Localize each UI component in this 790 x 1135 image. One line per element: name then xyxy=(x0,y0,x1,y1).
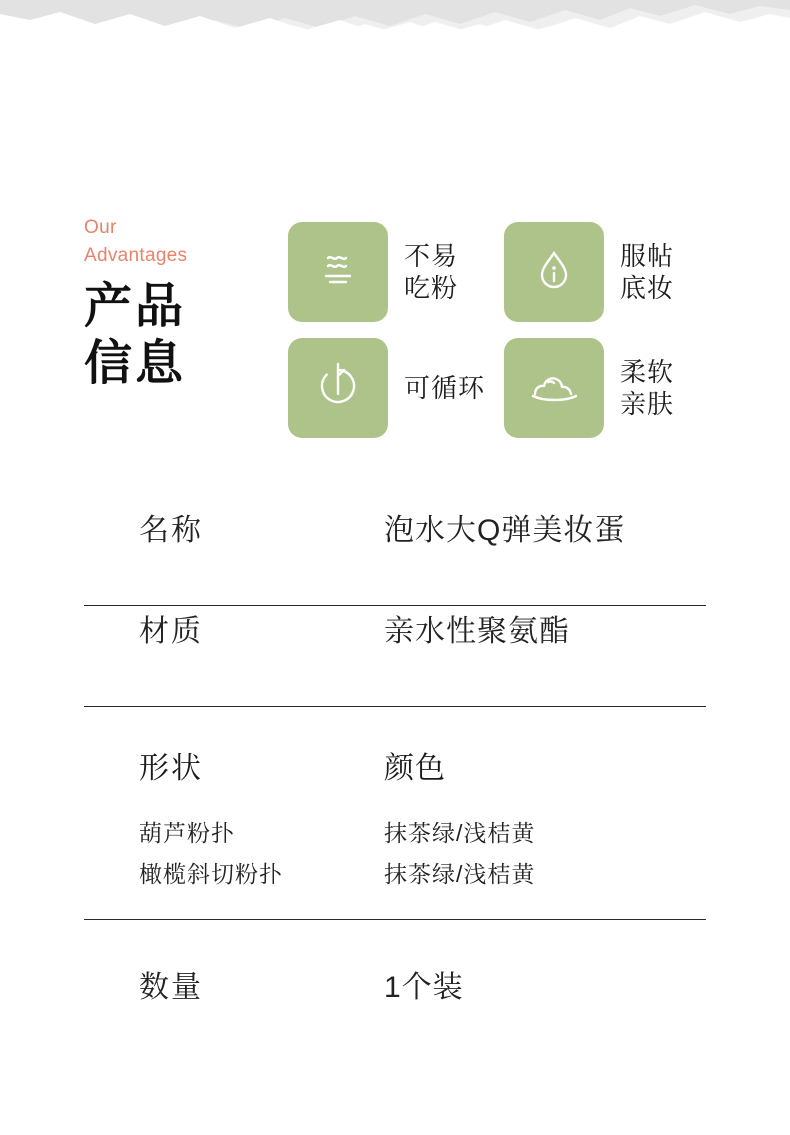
advantage-label-line1: 柔软 xyxy=(620,357,675,387)
advantage-label-line2: 亲肤 xyxy=(620,389,675,419)
advantage-tile xyxy=(288,222,388,322)
table-row xyxy=(84,920,706,1024)
shape-color-section xyxy=(84,707,706,889)
advantages-eyebrow xyxy=(84,214,274,270)
spec-key: 形状 xyxy=(139,752,203,785)
spec-value: 亲水性聚氨酯 xyxy=(384,615,570,648)
spec-key: 材质 xyxy=(139,615,203,648)
table-row xyxy=(84,707,706,787)
list-item xyxy=(84,856,706,889)
spec-value-header: 颜色 xyxy=(384,752,446,785)
advantage-label xyxy=(620,240,674,304)
advantage-label-line1: 不易 xyxy=(404,241,459,271)
spec-value: 1个装 xyxy=(384,971,464,1004)
advantages-eyebrow-line2: Advantages xyxy=(84,245,188,266)
advantage-item xyxy=(504,222,674,322)
advantage-item xyxy=(504,338,674,438)
advantages-eyebrow-line1: Our xyxy=(84,217,117,238)
color-name: 抹茶绿/浅桔黄 xyxy=(384,861,536,887)
advantage-label-line2: 底妆 xyxy=(620,273,675,303)
spec-value: 泡水大Q弹美妆蛋 xyxy=(384,514,626,547)
advantage-label xyxy=(620,356,674,420)
advantage-item xyxy=(288,338,504,438)
advantages-row xyxy=(288,338,718,438)
list-item xyxy=(84,815,706,848)
table-row xyxy=(84,606,706,706)
page-title-line2: 信息 xyxy=(84,337,187,390)
advantage-label-line1: 可循环 xyxy=(404,373,486,403)
advantages-row xyxy=(288,222,718,322)
powder-absorb-icon xyxy=(312,244,364,301)
advantage-tile xyxy=(504,222,604,322)
table-row xyxy=(84,505,706,605)
recycle-icon xyxy=(312,360,364,417)
advantages-section xyxy=(0,214,790,454)
droplet-foundation-icon xyxy=(528,244,580,301)
advantages-grid xyxy=(288,222,718,454)
advantage-tile xyxy=(504,338,604,438)
advantages-title-block xyxy=(84,214,274,392)
advantage-item xyxy=(288,222,504,322)
advantage-label xyxy=(404,240,458,304)
spec-key: 名称 xyxy=(139,514,203,547)
page-title-line1: 产品 xyxy=(84,280,187,333)
advantage-label-line2: 吃粉 xyxy=(404,273,459,303)
color-name: 抹茶绿/浅桔黄 xyxy=(384,820,536,846)
advantage-tile xyxy=(288,338,388,438)
page-title xyxy=(84,278,274,392)
shape-name: 橄榄斜切粉扑 xyxy=(139,861,283,887)
shape-name: 葫芦粉扑 xyxy=(139,820,235,846)
advantage-label xyxy=(404,372,485,404)
torn-paper-edge xyxy=(0,0,790,46)
soft-cloud-icon xyxy=(526,358,582,419)
shape-color-pairs xyxy=(84,815,706,889)
advantage-label-line1: 服帖 xyxy=(620,241,675,271)
spec-key: 数量 xyxy=(139,971,203,1004)
product-spec-table xyxy=(84,505,706,1024)
